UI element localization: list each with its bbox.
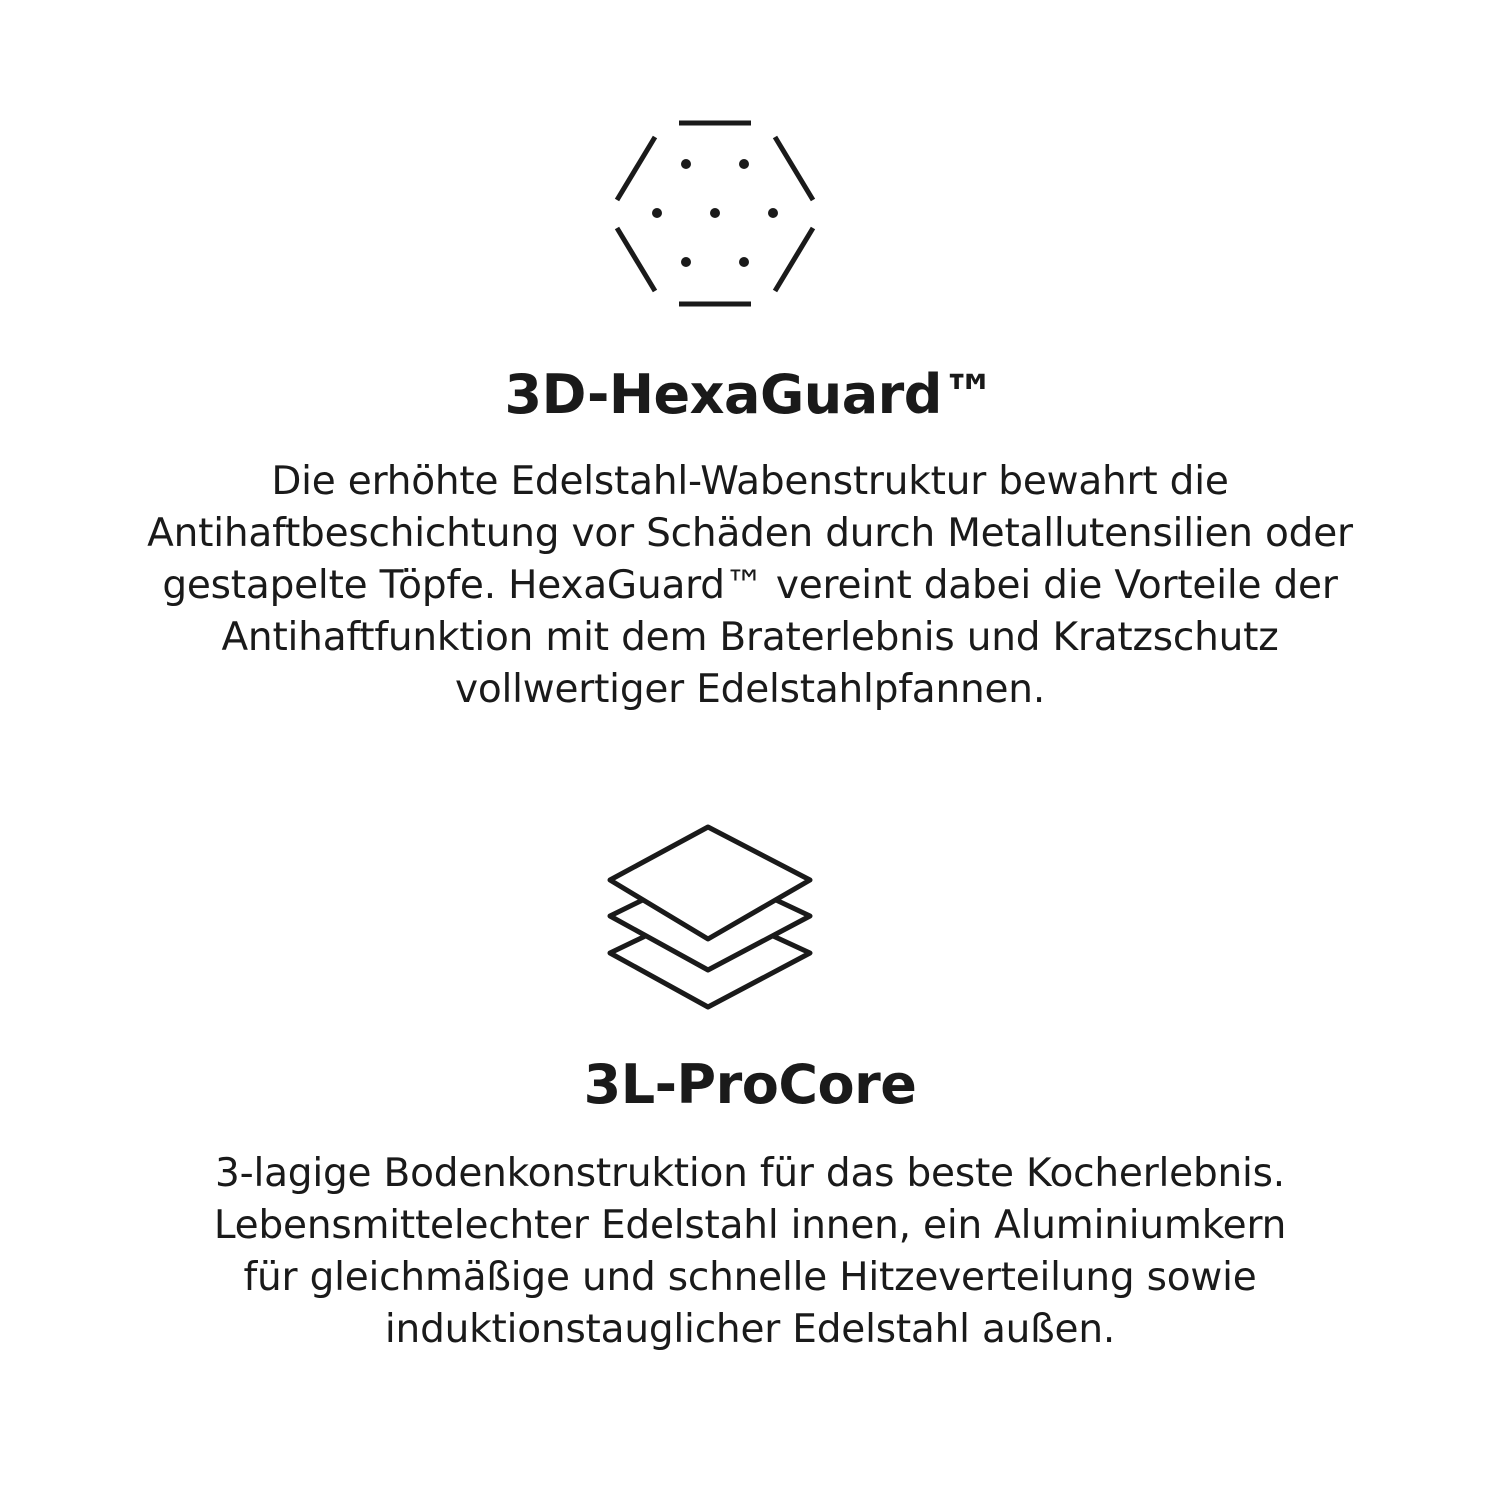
stacked-layers-icon <box>600 815 820 1020</box>
description-line: Antihaftfunktion mit dem Braterlebnis und Kratzschutz <box>221 615 1279 660</box>
description-line: Lebensmittelechter Edelstahl innen, ein Aluminiumkern <box>213 1203 1287 1248</box>
feature-description-hexaguard <box>80 456 1420 716</box>
description-line: Die erhöhte Edelstahl-Wabenstruktur bewahrt die <box>271 459 1229 504</box>
hexagon-dots-icon <box>600 108 830 323</box>
description-line: 3-lagige Bodenkonstruktion für das beste Kocherlebnis. <box>214 1151 1285 1196</box>
description-line: für gleichmäßige und schnelle Hitzeverteilung sowie <box>243 1255 1257 1300</box>
description-line: gestapelte Töpfe. HexaGuard™ vereint dabei die Vorteile der <box>162 563 1338 608</box>
feature-title-hexaguard: 3D-HexaGuard™ <box>504 363 996 426</box>
description-line: Antihaftbeschichtung vor Schäden durch Metallutensilien oder <box>147 511 1353 556</box>
description-line: vollwertiger Edelstahlpfannen. <box>454 667 1046 712</box>
description-line: induktionstauglicher Edelstahl außen. <box>384 1307 1116 1352</box>
feature-description-procore <box>80 1148 1420 1356</box>
feature-title-procore: 3L-ProCore <box>583 1053 917 1116</box>
